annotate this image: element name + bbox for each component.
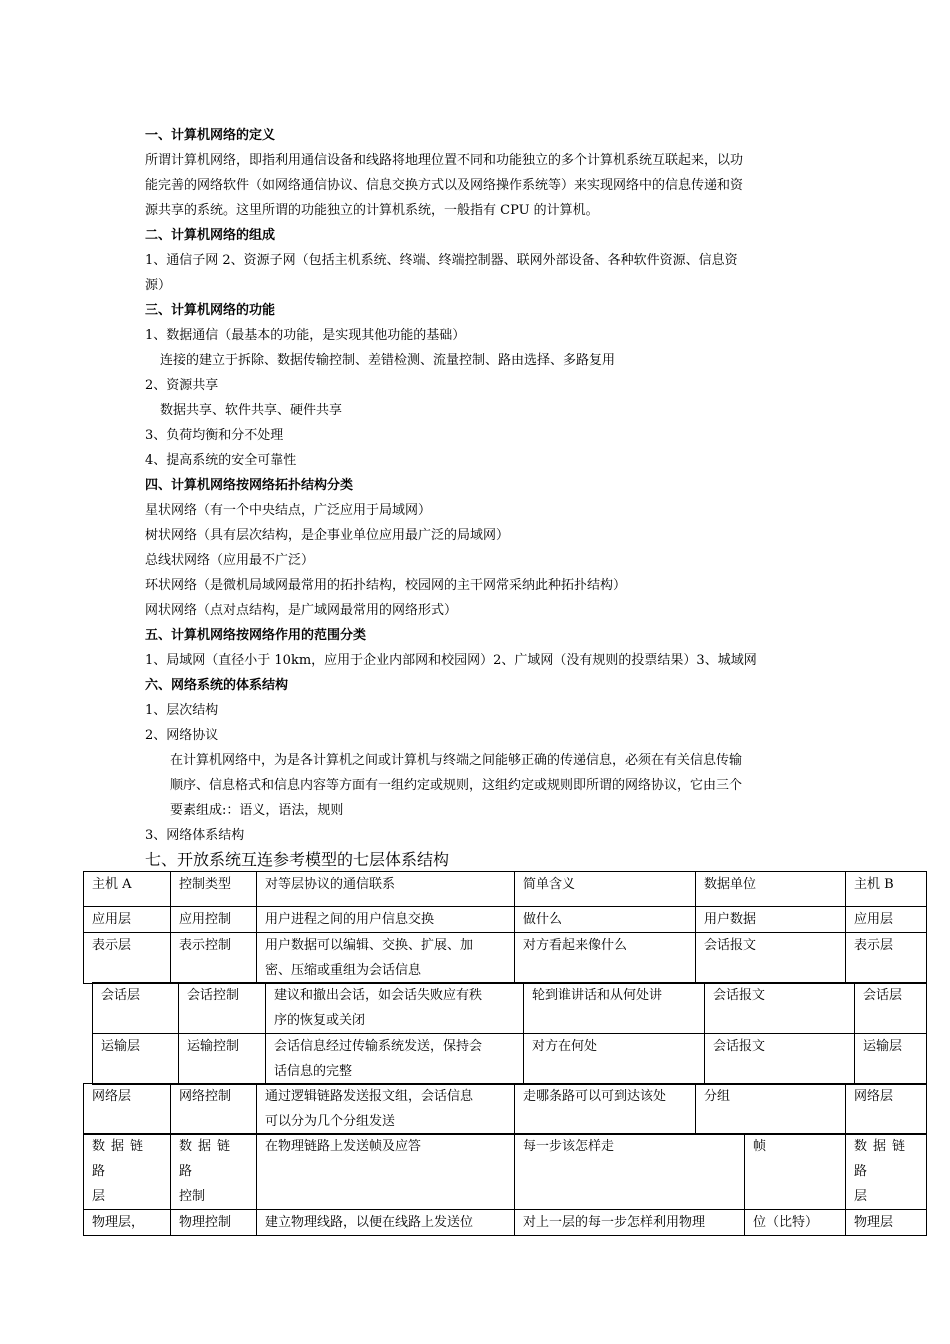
list-item: 3、网络体系结构 <box>145 828 245 843</box>
host-a-cell: 表示层 <box>84 933 171 984</box>
host-b-cell: 物理层 <box>846 1210 927 1236</box>
meaning-cell: 轮到谁讲话和从何处讲 <box>524 983 705 1034</box>
list-item: 2、网络协议 <box>145 728 219 743</box>
paragraph-line: 能完善的网络软件（如网络通信协议、信息交换方式以及网络操作系统等）来实现网络中的信息传递和资 <box>145 178 744 193</box>
data-unit-cell: 会话报文 <box>696 933 846 984</box>
header-cell: 主机 A <box>84 872 171 907</box>
list-item: 星状网络（有一个中央结点，广泛应用于局域网） <box>145 503 432 518</box>
paragraph-line: 1、局域网（直径小于 10km，应用于企业内部网和校园网）2、广域网（没有规则的投票结果）3、城域网 <box>145 653 757 668</box>
paragraph-line: 所谓计算机网络，即指利用通信设备和线路将地理位置不同和功能独立的多个计算机系统互联起来，以功 <box>145 153 744 168</box>
control-type-cell: 会话控制 <box>179 983 266 1034</box>
control-type-cell: 应用控制 <box>171 907 257 933</box>
host-b-cell: 表示层 <box>846 933 927 984</box>
meaning-cell: 走哪条路可以可到达该处 <box>515 1084 696 1135</box>
section-2-title: 二、计算机网络的组成 <box>145 228 276 243</box>
list-item: 4、提高系统的安全可靠性 <box>145 453 297 468</box>
host-a-line: 数据链路 <box>92 1139 150 1179</box>
control-type-line: 控制 <box>179 1189 206 1204</box>
relation-cell: 在物理链路上发送帧及应答 <box>257 1134 515 1210</box>
meaning-cell: 对方在何处 <box>524 1034 705 1085</box>
list-item: 1、层次结构 <box>145 703 219 718</box>
relation-line: 密、压缩或重组为会话信息 <box>265 963 422 978</box>
relation-line: 可以分为几个分组发送 <box>265 1114 396 1129</box>
list-item-detail: 连接的建立于拆除、数据传输控制、差错检测、流量控制、路由选择、多路复用 <box>160 353 616 368</box>
relation-cell: 用户进程之间的用户信息交换 <box>257 907 515 933</box>
list-item: 网状网络（点对点结构，是广域网最常用的网络形式） <box>145 603 458 618</box>
host-b-cell: 会话层 <box>855 983 927 1034</box>
relation-line: 话信息的完整 <box>274 1064 353 1079</box>
paragraph-line: 源共享的系统。这里所谓的功能独立的计算机系统，一般指有 CPU 的计算机。 <box>145 203 599 218</box>
list-item: 1、数据通信（最基本的功能，是实现其他功能的基础） <box>145 328 466 343</box>
data-unit-cell: 分组 <box>696 1084 846 1135</box>
control-type-line: 数据链路 <box>179 1139 237 1179</box>
relation-cell <box>257 1084 515 1135</box>
list-item: 环状网络（是微机局域网最常用的拓扑结构，校园网的主干网常采纳此种拓扑结构） <box>145 578 627 593</box>
section-3-title: 三、计算机网络的功能 <box>145 303 276 318</box>
meaning-cell: 对方看起来像什么 <box>515 933 696 984</box>
data-unit-cell: 位（比特） <box>745 1210 846 1236</box>
table-row <box>84 1210 927 1236</box>
data-unit-cell: 会话报文 <box>705 983 855 1034</box>
list-item: 3、负荷均衡和分不处理 <box>145 428 284 443</box>
host-a-cell: 网络层 <box>84 1084 171 1135</box>
table-row <box>84 933 927 984</box>
data-unit-cell: 会话报文 <box>705 1034 855 1085</box>
control-type-cell: 网络控制 <box>171 1084 257 1135</box>
relation-line: 建议和撤出会话，如会话失败应有秩 <box>274 988 483 1003</box>
list-item: 树状网络（具有层次结构，是企事业单位应用最广泛的局域网） <box>145 528 510 543</box>
control-type-cell: 表示控制 <box>171 933 257 984</box>
list-item-detail: 数据共享、软件共享、硬件共享 <box>160 403 343 418</box>
table-row <box>93 1034 927 1085</box>
list-item: 总线状网络（应用最不广泛） <box>145 553 315 568</box>
relation-line: 用户数据可以编辑、交换、扩展、加 <box>265 938 474 953</box>
relation-line: 会话信息经过传输系统发送，保持会 <box>274 1039 483 1054</box>
paragraph-line: 1、通信子网 2、资源子网（包括主机系统、终端、终端控制器、联网外部设备、各种软件资源、信息资 <box>145 253 738 268</box>
osi-table-part-4 <box>83 1133 927 1236</box>
control-type-cell: 运输控制 <box>179 1034 266 1085</box>
host-b-cell: 网络层 <box>846 1084 927 1135</box>
table-row <box>84 907 927 933</box>
table-header-row <box>84 872 927 907</box>
paragraph-line: 顺序、信息格式和信息内容等方面有一组约定或规则，这组约定或规则即所谓的网络协议，它由三个 <box>170 778 743 793</box>
relation-line: 通过逻辑链路发送报文组，会话信息 <box>265 1089 474 1104</box>
control-type-cell: 物理控制 <box>171 1210 257 1236</box>
host-b-cell: 应用层 <box>846 907 927 933</box>
host-a-line: 层 <box>92 1189 106 1204</box>
section-4-title: 四、计算机网络按网络拓扑结构分类 <box>145 478 354 493</box>
host-b-line: 层 <box>854 1189 868 1204</box>
host-b-cell: 运输层 <box>855 1034 927 1085</box>
paragraph-line: 在计算机网络中，为是各计算机之间或计算机与终端之间能够正确的传递信息，必须在有关信息传输 <box>170 753 743 768</box>
data-unit-cell: 用户数据 <box>696 907 846 933</box>
section-7-title: 七、开放系统互连参考模型的七层体系结构 <box>145 850 450 869</box>
section-5-title: 五、计算机网络按网络作用的范围分类 <box>145 628 367 643</box>
host-a-cell: 运输层 <box>93 1034 179 1085</box>
table-row <box>84 1134 927 1210</box>
table-row <box>93 983 927 1034</box>
list-item: 2、资源共享 <box>145 378 219 393</box>
osi-table-part-2 <box>92 982 927 1085</box>
host-b-line: 数据链路 <box>854 1139 912 1179</box>
host-a-cell <box>84 1134 171 1210</box>
relation-cell <box>266 983 524 1034</box>
data-unit-cell: 帧 <box>745 1134 846 1210</box>
host-a-cell: 物理层， <box>84 1210 171 1236</box>
meaning-cell: 做什么 <box>515 907 696 933</box>
osi-table-part-3 <box>83 1083 927 1135</box>
relation-line: 序的恢复或关闭 <box>274 1013 366 1028</box>
host-b-cell <box>846 1134 927 1210</box>
paragraph-line: 要素组成:：语义，语法，规则 <box>170 803 344 818</box>
header-cell: 数据单位 <box>696 872 846 907</box>
control-type-cell <box>171 1134 257 1210</box>
host-a-cell: 应用层 <box>84 907 171 933</box>
section-6-title: 六、网络系统的体系结构 <box>145 678 289 693</box>
meaning-cell: 对上一层的每一步怎样利用物理 <box>515 1210 745 1236</box>
header-cell: 主机 B <box>846 872 927 907</box>
relation-cell: 建立物理线路，以便在线路上发送位 <box>257 1210 515 1236</box>
relation-cell <box>257 933 515 984</box>
section-1-title: 一、计算机网络的定义 <box>145 128 276 143</box>
relation-cell <box>266 1034 524 1085</box>
header-cell: 对等层协议的通信联系 <box>257 872 515 907</box>
osi-table-part-1 <box>83 871 927 984</box>
header-cell: 简单含义 <box>515 872 696 907</box>
host-a-cell: 会话层 <box>93 983 179 1034</box>
header-cell: 控制类型 <box>171 872 257 907</box>
meaning-cell: 每一步该怎样走 <box>515 1134 745 1210</box>
table-row <box>84 1084 927 1135</box>
paragraph-line: 源） <box>145 278 172 293</box>
